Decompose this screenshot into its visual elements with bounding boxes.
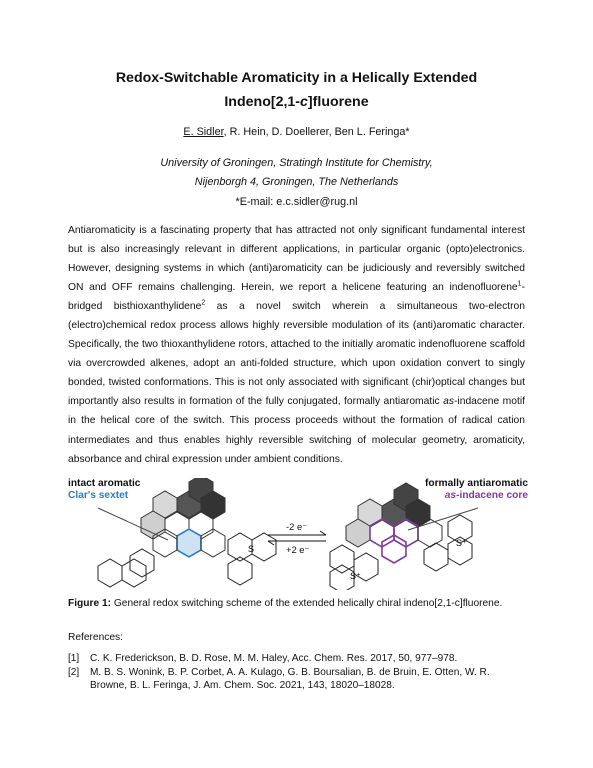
- sulfur-right-2: S⁺: [456, 538, 467, 548]
- title-line-2-suffix: ]fluorene: [307, 94, 369, 110]
- sulfur-right-1: S⁺: [350, 571, 361, 581]
- title-line-1: Redox-Switchable Aromaticity in a Helically Extended: [115, 70, 478, 86]
- affiliation-line-2: Nijenborgh 4, Groningen, The Netherlands: [194, 176, 399, 188]
- title-line-2-italic: c: [300, 94, 308, 110]
- title-line-2: [0, 92, 593, 113]
- abstract-part-1: Antiaromaticity is a fascinating property that has attracted not only significant fundamental interest but is also increasingly relevant in different applications, in particular organic (opto)electronics. However, designing systems in which (anti)aromaticity can be judiciously and reversibly switched ON and OFF remains challenging. Herein, we report a helicene featuring an indenofluorene: [68, 225, 525, 294]
- contact-email: *E-mail: e.c.sidler@rug.nl: [235, 196, 358, 208]
- presenting-author: E. Sidler: [183, 126, 224, 138]
- reference-item: [68, 652, 528, 666]
- figure-1: [68, 478, 528, 590]
- abstract-paragraph: [68, 221, 525, 469]
- reference-list: [68, 652, 528, 693]
- label-antiaromatic-1: formally antiaromatic: [424, 478, 528, 489]
- arrow-label-reduction: +2 e⁻: [286, 544, 310, 555]
- left-helicene: [141, 478, 225, 557]
- abstract-part-2: -bridged bisthioxanthylidene: [68, 282, 525, 313]
- affiliation-line-1: University of Groningen, Stratingh Institute for Chemistry,: [160, 157, 433, 169]
- co-authors: , R. Hein, D. Doellerer, Ben L. Feringa*: [223, 126, 410, 138]
- references-heading: References:: [68, 632, 123, 643]
- abstract-part-3: as a novel switch wherein a simultaneous two-electron (electro)chemical redox process allows highly reversible modulation of its (anti)aromatic character. Specifically, the two thioxanthylidene rotors, attached to the initially aromatic indenofluorene scaffold via overcrowded alkenes, adopt an anti-folded structure, which upon oxidation convert to singly bonded, twisted conformations. This is not only associated with significant (chir)optical changes but importantly also results in formation of the fully conjugated, formally antiaromatic: [68, 301, 525, 408]
- caption-label: Figure 1:: [68, 598, 112, 609]
- label-as-italic: as: [444, 490, 457, 501]
- caption-text: General redox switching scheme of the extended helically chiral indeno[2,1-c]fluorene.: [111, 598, 503, 609]
- label-intact-aromatic: [68, 478, 140, 502]
- label-intact-aromatic-1: intact aromatic: [68, 478, 141, 489]
- title-line-2-prefix: Indeno[2,1-: [224, 94, 301, 110]
- sulfur-left: S: [248, 544, 255, 554]
- reference-number: [1]: [68, 653, 80, 664]
- abstract: [68, 221, 525, 469]
- ref-sup-2: 2: [201, 299, 206, 307]
- label-antiaromatic: [425, 478, 528, 502]
- label-indacene-rest: -indacene core: [456, 490, 528, 501]
- abstract-italic-as: as: [443, 396, 454, 408]
- reference-text: M. B. S. Wonink, B. P. Corbet, A. A. Kulago, G. B. Boursalian, B. de Bruin, E. Otten, W. R. Browne, B. L. Feringa, J. Am. Chem. Soc. 2021, 143, 18020–18028.: [90, 666, 490, 691]
- author-list: [0, 126, 593, 138]
- reference-text: C. K. Frederickson, B. D. Rose, M. M. Haley, Acc. Chem. Res. 2017, 50, 977–978.: [90, 653, 458, 664]
- reference-number: [2]: [68, 666, 80, 678]
- reference-item: [68, 666, 528, 693]
- ref-sup-1: 1: [517, 280, 522, 288]
- abstract-part-4: -indacene motif in the helical core of the switch. This process proceeds without the formation of radical cation intermediates and thus enables highly reversible switching of molecular geometry, aromaticity, absorbance and chiral expression under ambient conditions.: [68, 396, 525, 465]
- figure-caption: [68, 598, 538, 609]
- label-indacene-core: [425, 490, 528, 502]
- arrow-label-oxidation: -2 e⁻: [286, 521, 308, 532]
- label-clar-sextet: Clar's sextet: [68, 490, 129, 501]
